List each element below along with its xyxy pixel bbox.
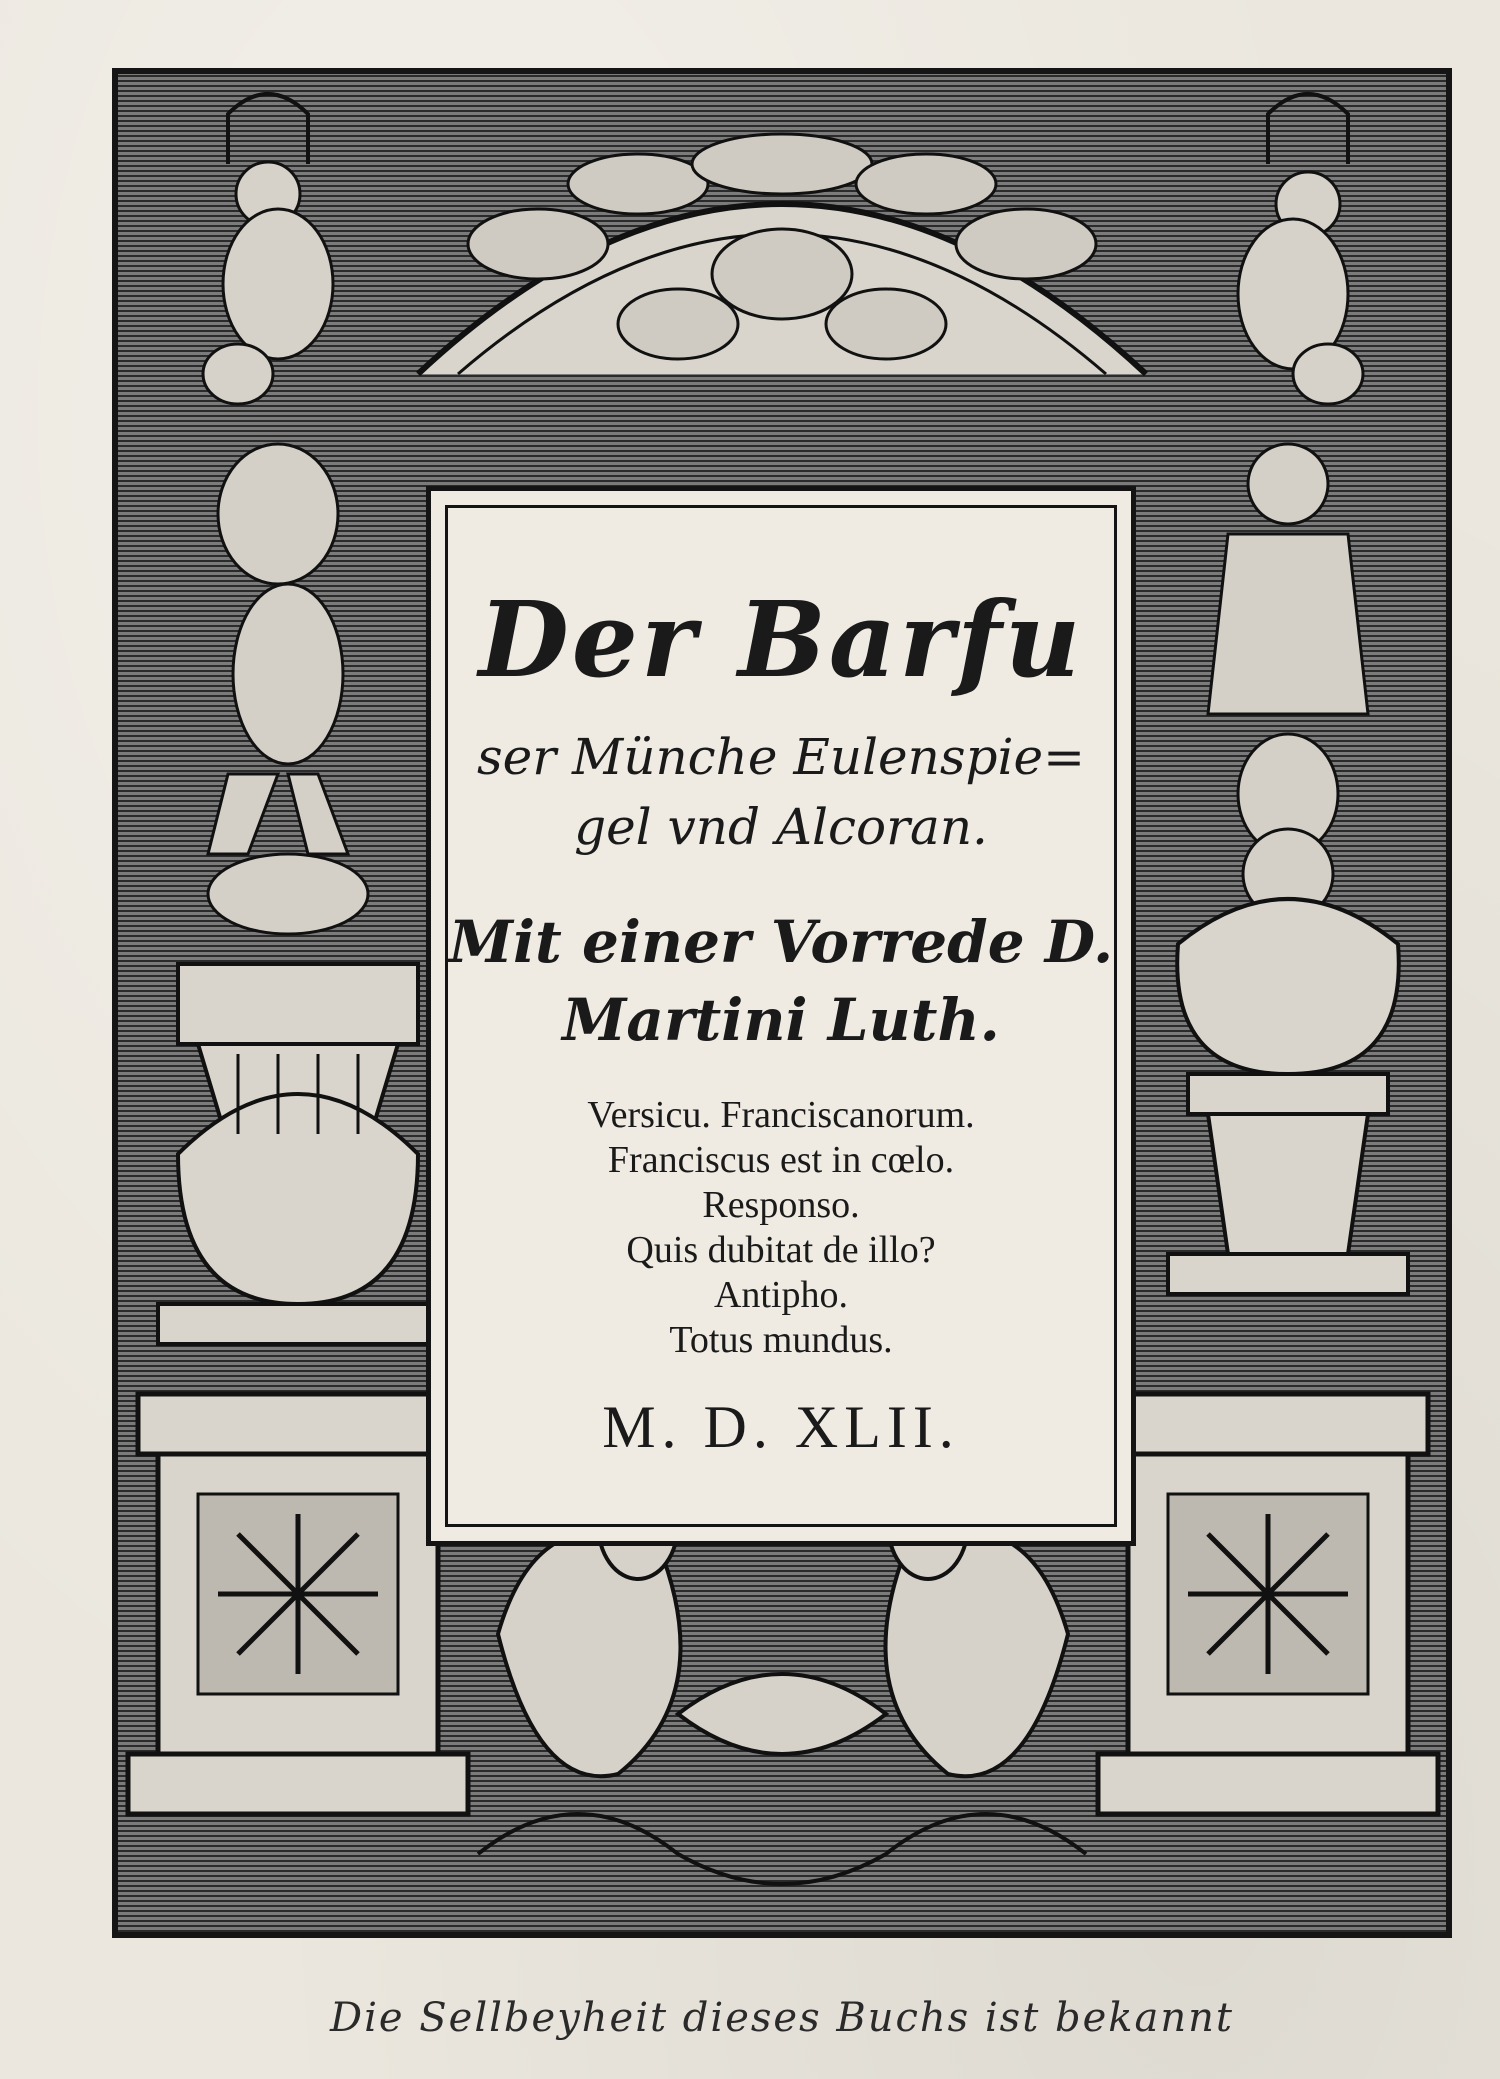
latin-line-5: Antipho. [713,1274,849,1316]
latin-line-4: Quis dubitat de illo? [626,1229,936,1271]
handwritten-inscription: Die Sellbeyheit dieses Buchs ist bekannt [330,1995,1234,2041]
title-line-2: ser Münche Eulenspie= [477,728,1085,786]
title-line-1: Der Barfu [478,578,1084,701]
title-line-3: gel vnd Alcoran. [574,798,988,856]
title-panel-inner-rule [445,505,1117,1527]
latin-line-3: Responso. [702,1184,860,1226]
imprint-year: M. D. XLII. [602,1394,960,1460]
latin-line-1: Versicu. Franciscanorum. [587,1094,975,1136]
title-line-5: Martini Luth. [562,986,1000,1054]
title-line-4: Mit einer Vorrede D. [448,908,1114,976]
title-panel [426,486,1136,1546]
latin-line-2: Franciscus est in cœlo. [607,1139,955,1181]
latin-line-6: Totus mundus. [669,1319,893,1361]
